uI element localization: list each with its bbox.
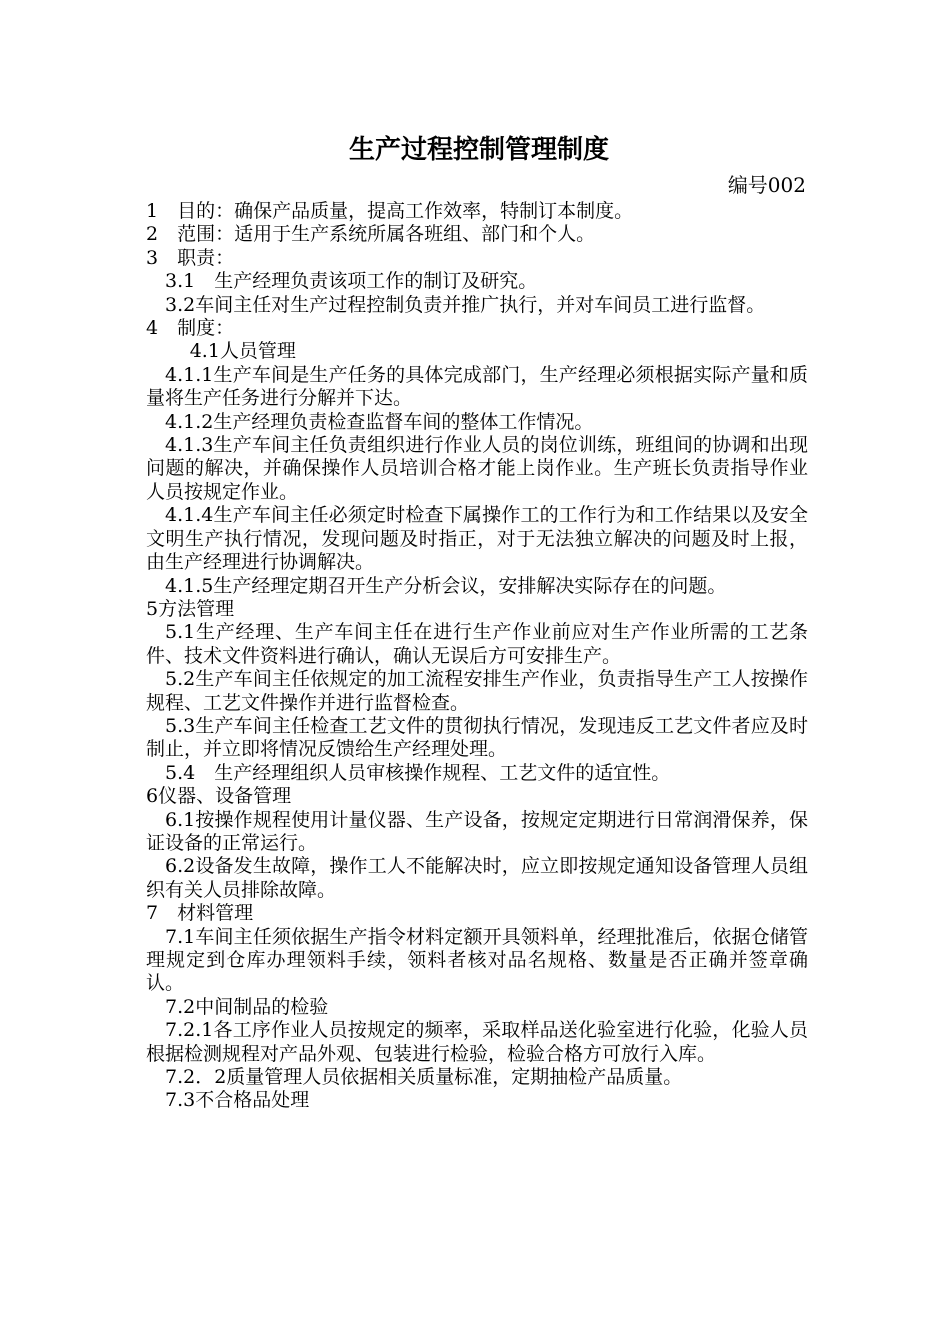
- paragraph: 1 目的：确保产品质量，提高工作效率，特制订本制度。: [146, 200, 634, 222]
- paragraph: 7.2．2质量管理人员依据相关质量标准，定期抽检产品质量。: [165, 1066, 683, 1089]
- paragraph: 6.2设备发生故障，操作工人不能解决时，应立即按规定通知设备管理人员组织有关人员排除故障。: [146, 855, 808, 901]
- paragraph: 7 材料管理: [146, 902, 254, 925]
- paragraph: 4.1.3生产车间主任负责组织进行作业人员的岗位训练，班组间的协调和出现问题的解决，并确保操作人员培训合格才能上岗作业。生产班长负责指导作业人员按规定作业。: [146, 434, 808, 503]
- paragraph: 4.1.4生产车间主任必须定时检查下属操作工的工作行为和工作结果以及安全文明生产执行情况，发现问题及时指正，对于无法独立解决的问题及时上报，由生产经理进行协调解决。: [146, 504, 808, 574]
- paragraph: 4.1.1生产车间是生产任务的具体完成部门，生产经理必须根据实际产量和质量将生产任务进行分解并下达。: [146, 363, 808, 410]
- paragraph: 5.3生产车间主任检查工艺文件的贯彻执行情况，发现违反工艺文件者应及时制止，并立即将情况反馈给生产经理处理。: [146, 714, 808, 761]
- paragraph: 4 制度：: [146, 317, 235, 340]
- paragraph: 7.2.1各工序作业人员按规定的频率，采取样品送化验室进行化验，化验人员根据检测规程对产品外观、包装进行检验，检验合格方可放行入库。: [146, 1019, 808, 1065]
- document-body: [146, 200, 808, 1113]
- paragraph: 3.2车间主任对生产过程控制负责并推广执行，并对车间员工进行监督。: [165, 293, 766, 316]
- paragraph: 6.1按操作规程使用计量仪器、生产设备，按规定定期进行日常润滑保养，保证设备的正常运行。: [146, 808, 808, 854]
- paragraph: 3.1 生产经理负责该项工作的制订及研究。: [165, 270, 538, 293]
- paragraph: 5.4 生产经理组织人员审核操作规程、工艺文件的适宜性。: [165, 761, 671, 784]
- paragraph: 7.2中间制品的检验: [165, 995, 329, 1018]
- paragraph: 4.1.2生产经理负责检查监督车间的整体工作情况。: [165, 410, 594, 433]
- document-page: [146, 130, 808, 1113]
- paragraph: 4.1人员管理: [189, 340, 296, 363]
- paragraph: 5.1生产经理、生产车间主任在进行生产作业前应对生产作业所需的工艺条件、技术文件资料进行确认，确认无误后方可安排生产。: [146, 621, 808, 667]
- paragraph: 2 范围：适用于生产系统所属各班组、部门和个人。: [146, 223, 596, 246]
- paragraph: 7.3不合格品处理: [165, 1089, 310, 1112]
- paragraph: 5方法管理: [146, 597, 235, 620]
- paragraph: 5.2生产车间主任依规定的加工流程安排生产作业，负责指导生产工人按操作规程、工艺文件操作并进行监督检查。: [146, 668, 808, 714]
- paragraph: 6仪器、设备管理: [146, 785, 292, 808]
- paragraph: 3 职责：: [146, 246, 235, 269]
- document-number: 编号002: [727, 173, 806, 197]
- paragraph: 4.1.5生产经理定期召开生产分析会议，安排解决实际存在的问题。: [165, 574, 727, 597]
- paragraph: 7.1车间主任须依据生产指令材料定额开具领料单，经理批准后，依据仓储管理规定到仓库办理领料手续，领料者核对品名规格、数量是否正确并签章确认。: [146, 925, 808, 995]
- document-title: 生产过程控制管理制度: [348, 135, 609, 165]
